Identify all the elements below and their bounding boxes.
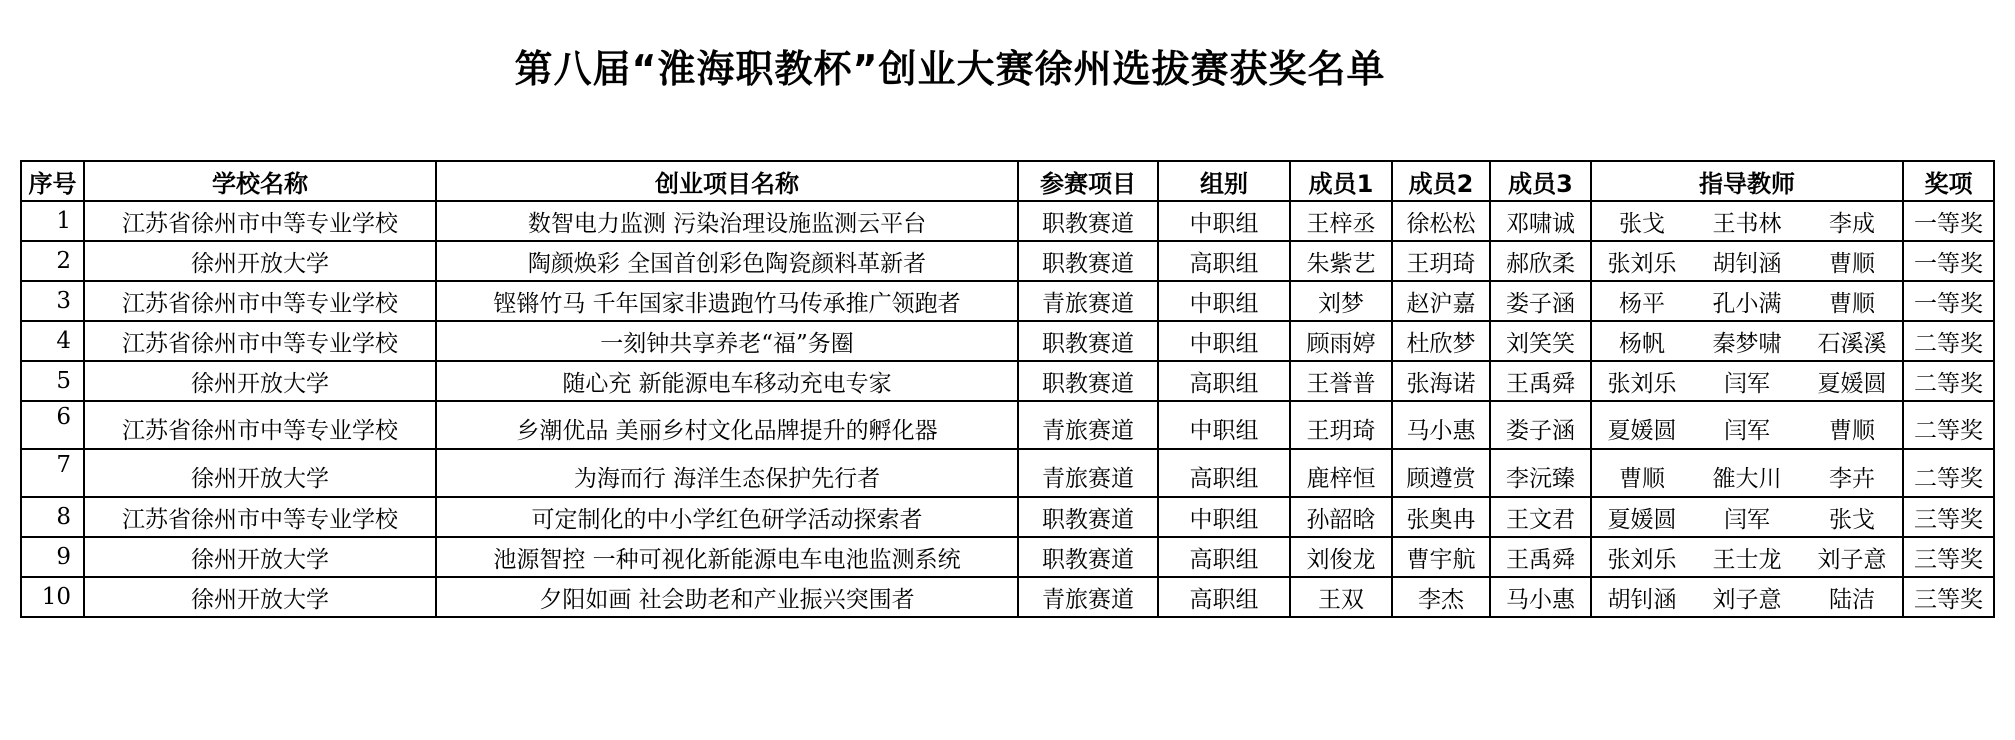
cell-project: 铿锵竹马 千年国家非遗跑竹马传承推广领跑者 bbox=[436, 281, 1018, 321]
header-member2: 成员2 bbox=[1392, 161, 1490, 201]
cell-advisor2: 王士龙 bbox=[1692, 537, 1802, 577]
cell-member2: 王玥琦 bbox=[1392, 241, 1490, 281]
award-table bbox=[20, 160, 1995, 618]
cell-member2: 马小惠 bbox=[1392, 401, 1490, 449]
cell-advisor3: 曹顺 bbox=[1802, 281, 1903, 321]
cell-member3: 王禹舜 bbox=[1490, 537, 1591, 577]
cell-track: 青旅赛道 bbox=[1018, 281, 1158, 321]
cell-advisor3: 石溪溪 bbox=[1802, 321, 1903, 361]
cell-member3: 王文君 bbox=[1490, 497, 1591, 537]
cell-project: 数智电力监测 污染治理设施监测云平台 bbox=[436, 201, 1018, 241]
cell-group: 中职组 bbox=[1158, 201, 1290, 241]
cell-group: 中职组 bbox=[1158, 497, 1290, 537]
cell-advisor1: 张刘乐 bbox=[1591, 241, 1692, 281]
header-group: 组别 bbox=[1158, 161, 1290, 201]
cell-member2: 徐松松 bbox=[1392, 201, 1490, 241]
cell-advisor2: 孔小满 bbox=[1692, 281, 1802, 321]
cell-track: 青旅赛道 bbox=[1018, 401, 1158, 449]
cell-no: 10 bbox=[21, 577, 84, 617]
cell-member1: 刘俊龙 bbox=[1290, 537, 1392, 577]
cell-advisor3: 李成 bbox=[1802, 201, 1903, 241]
cell-member1: 王双 bbox=[1290, 577, 1392, 617]
cell-track: 职教赛道 bbox=[1018, 537, 1158, 577]
cell-school: 徐州开放大学 bbox=[84, 449, 436, 497]
cell-group: 高职组 bbox=[1158, 241, 1290, 281]
cell-track: 职教赛道 bbox=[1018, 321, 1158, 361]
cell-advisor2: 秦梦啸 bbox=[1692, 321, 1802, 361]
cell-no: 1 bbox=[21, 201, 84, 241]
cell-project: 为海而行 海洋生态保护先行者 bbox=[436, 449, 1018, 497]
cell-group: 高职组 bbox=[1158, 577, 1290, 617]
cell-advisor2: 闫军 bbox=[1692, 361, 1802, 401]
cell-project: 陶颜焕彩 全国首创彩色陶瓷颜料革新者 bbox=[436, 241, 1018, 281]
cell-school: 江苏省徐州市中等专业学校 bbox=[84, 281, 436, 321]
cell-advisor3: 李卉 bbox=[1802, 449, 1903, 497]
cell-project: 随心充 新能源电车移动充电专家 bbox=[436, 361, 1018, 401]
cell-track: 青旅赛道 bbox=[1018, 577, 1158, 617]
cell-advisor1: 张刘乐 bbox=[1591, 537, 1692, 577]
table-row bbox=[21, 201, 1994, 241]
cell-member3: 马小惠 bbox=[1490, 577, 1591, 617]
cell-award: 一等奖 bbox=[1903, 201, 1994, 241]
table-row bbox=[21, 281, 1994, 321]
cell-advisor1: 夏媛圆 bbox=[1591, 401, 1692, 449]
cell-advisor3: 曹顺 bbox=[1802, 241, 1903, 281]
cell-project: 可定制化的中小学红色研学活动探索者 bbox=[436, 497, 1018, 537]
cell-group: 中职组 bbox=[1158, 321, 1290, 361]
cell-advisor2: 雒大川 bbox=[1692, 449, 1802, 497]
cell-school: 江苏省徐州市中等专业学校 bbox=[84, 201, 436, 241]
cell-track: 职教赛道 bbox=[1018, 201, 1158, 241]
cell-award: 二等奖 bbox=[1903, 361, 1994, 401]
cell-no: 8 bbox=[21, 497, 84, 537]
cell-advisor2: 刘子意 bbox=[1692, 577, 1802, 617]
header-track: 参赛项目 bbox=[1018, 161, 1158, 201]
cell-group: 高职组 bbox=[1158, 537, 1290, 577]
cell-member2: 赵沪嘉 bbox=[1392, 281, 1490, 321]
cell-member3: 娄子涵 bbox=[1490, 401, 1591, 449]
header-project: 创业项目名称 bbox=[436, 161, 1018, 201]
cell-school: 徐州开放大学 bbox=[84, 361, 436, 401]
cell-track: 职教赛道 bbox=[1018, 241, 1158, 281]
table-row bbox=[21, 401, 1994, 449]
header-member1: 成员1 bbox=[1290, 161, 1392, 201]
table-row bbox=[21, 577, 1994, 617]
cell-no: 7 bbox=[21, 449, 84, 497]
cell-award: 三等奖 bbox=[1903, 577, 1994, 617]
cell-member3: 郝欣柔 bbox=[1490, 241, 1591, 281]
cell-no: 6 bbox=[21, 401, 84, 449]
cell-member1: 刘梦 bbox=[1290, 281, 1392, 321]
cell-advisor1: 张戈 bbox=[1591, 201, 1692, 241]
cell-project: 池源智控 一种可视化新能源电车电池监测系统 bbox=[436, 537, 1018, 577]
cell-award: 二等奖 bbox=[1903, 321, 1994, 361]
cell-member3: 刘笑笑 bbox=[1490, 321, 1591, 361]
header-school: 学校名称 bbox=[84, 161, 436, 201]
cell-advisor3: 陆洁 bbox=[1802, 577, 1903, 617]
cell-advisor3: 曹顺 bbox=[1802, 401, 1903, 449]
table-row bbox=[21, 449, 1994, 497]
cell-member3: 邓啸诚 bbox=[1490, 201, 1591, 241]
header-member3: 成员3 bbox=[1490, 161, 1591, 201]
table-header-row bbox=[21, 161, 1994, 201]
cell-award: 二等奖 bbox=[1903, 401, 1994, 449]
cell-track: 职教赛道 bbox=[1018, 361, 1158, 401]
cell-no: 9 bbox=[21, 537, 84, 577]
cell-award: 一等奖 bbox=[1903, 241, 1994, 281]
header-no: 序号 bbox=[21, 161, 84, 201]
cell-project: 一刻钟共享养老“福”务圈 bbox=[436, 321, 1018, 361]
cell-advisor1: 杨平 bbox=[1591, 281, 1692, 321]
cell-school: 徐州开放大学 bbox=[84, 537, 436, 577]
cell-award: 三等奖 bbox=[1903, 537, 1994, 577]
cell-advisor1: 曹顺 bbox=[1591, 449, 1692, 497]
cell-advisor2: 闫军 bbox=[1692, 497, 1802, 537]
cell-advisor3: 张戈 bbox=[1802, 497, 1903, 537]
cell-award: 一等奖 bbox=[1903, 281, 1994, 321]
cell-advisor3: 夏媛圆 bbox=[1802, 361, 1903, 401]
cell-school: 江苏省徐州市中等专业学校 bbox=[84, 401, 436, 449]
table-row bbox=[21, 361, 1994, 401]
cell-member3: 娄子涵 bbox=[1490, 281, 1591, 321]
cell-member1: 孙韶晗 bbox=[1290, 497, 1392, 537]
cell-advisor1: 杨帆 bbox=[1591, 321, 1692, 361]
cell-no: 4 bbox=[21, 321, 84, 361]
cell-no: 5 bbox=[21, 361, 84, 401]
cell-award: 三等奖 bbox=[1903, 497, 1994, 537]
cell-advisor1: 张刘乐 bbox=[1591, 361, 1692, 401]
cell-group: 中职组 bbox=[1158, 401, 1290, 449]
cell-school: 江苏省徐州市中等专业学校 bbox=[84, 321, 436, 361]
cell-project: 乡潮优品 美丽乡村文化品牌提升的孵化器 bbox=[436, 401, 1018, 449]
cell-school: 徐州开放大学 bbox=[84, 577, 436, 617]
cell-no: 2 bbox=[21, 241, 84, 281]
table-row bbox=[21, 321, 1994, 361]
cell-member1: 朱紫艺 bbox=[1290, 241, 1392, 281]
cell-track: 职教赛道 bbox=[1018, 497, 1158, 537]
cell-member1: 王玥琦 bbox=[1290, 401, 1392, 449]
cell-advisor3: 刘子意 bbox=[1802, 537, 1903, 577]
cell-member3: 王禹舜 bbox=[1490, 361, 1591, 401]
cell-member1: 王誉普 bbox=[1290, 361, 1392, 401]
table-row bbox=[21, 241, 1994, 281]
cell-advisor2: 胡钊涵 bbox=[1692, 241, 1802, 281]
cell-member1: 顾雨婷 bbox=[1290, 321, 1392, 361]
header-award: 奖项 bbox=[1903, 161, 1994, 201]
cell-group: 中职组 bbox=[1158, 281, 1290, 321]
page-title: 第八届“淮海职教杯”创业大赛徐州选拔赛获奖名单 bbox=[514, 47, 1386, 91]
cell-member2: 张奥冉 bbox=[1392, 497, 1490, 537]
cell-school: 徐州开放大学 bbox=[84, 241, 436, 281]
cell-advisor1: 胡钊涵 bbox=[1591, 577, 1692, 617]
cell-group: 高职组 bbox=[1158, 361, 1290, 401]
cell-project: 夕阳如画 社会助老和产业振兴突围者 bbox=[436, 577, 1018, 617]
cell-member2: 杜欣梦 bbox=[1392, 321, 1490, 361]
cell-advisor2: 闫军 bbox=[1692, 401, 1802, 449]
cell-member2: 李杰 bbox=[1392, 577, 1490, 617]
cell-member2: 曹宇航 bbox=[1392, 537, 1490, 577]
cell-advisor1: 夏媛圆 bbox=[1591, 497, 1692, 537]
table-row bbox=[21, 537, 1994, 577]
cell-track: 青旅赛道 bbox=[1018, 449, 1158, 497]
cell-no: 3 bbox=[21, 281, 84, 321]
table-row bbox=[21, 497, 1994, 537]
cell-award: 二等奖 bbox=[1903, 449, 1994, 497]
cell-member1: 鹿梓恒 bbox=[1290, 449, 1392, 497]
cell-group: 高职组 bbox=[1158, 449, 1290, 497]
cell-member2: 顾遵赏 bbox=[1392, 449, 1490, 497]
cell-member1: 王梓丞 bbox=[1290, 201, 1392, 241]
cell-advisor2: 王书林 bbox=[1692, 201, 1802, 241]
header-advisors: 指导教师 bbox=[1591, 161, 1903, 201]
cell-school: 江苏省徐州市中等专业学校 bbox=[84, 497, 436, 537]
cell-member3: 李沅臻 bbox=[1490, 449, 1591, 497]
cell-member2: 张海诺 bbox=[1392, 361, 1490, 401]
